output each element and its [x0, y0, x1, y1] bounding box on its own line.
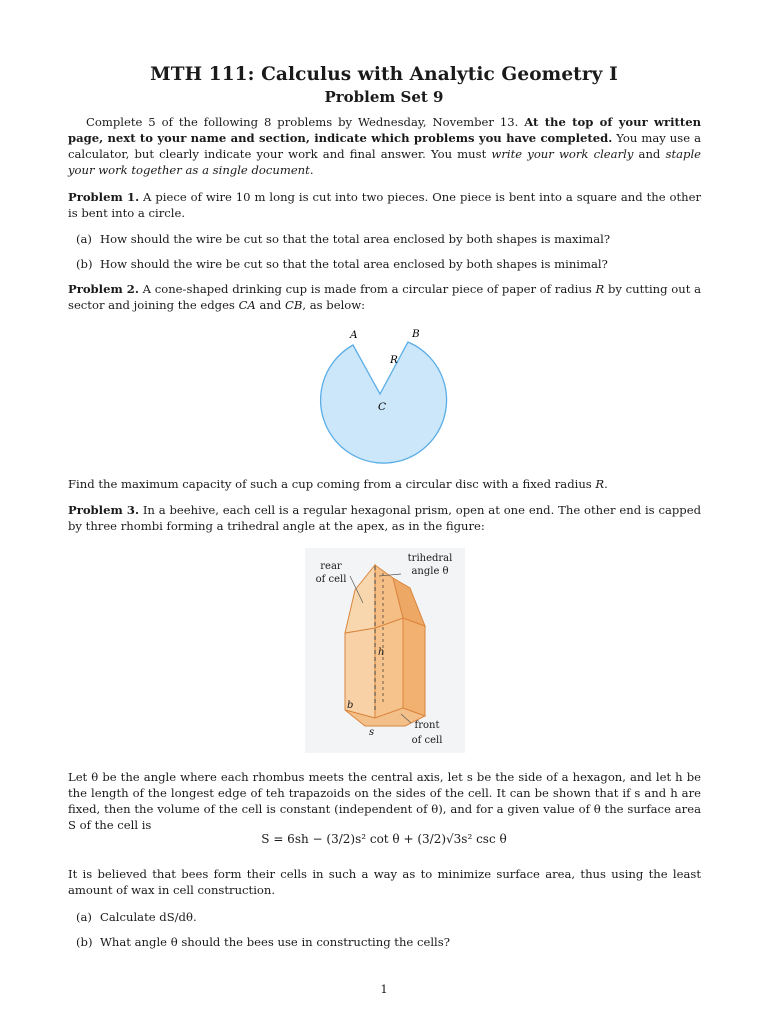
prism-right-face	[403, 618, 425, 716]
problem-1-part-a	[76, 231, 696, 247]
problem-label: Problem 2.	[68, 282, 139, 296]
trihedral-angle-label	[404, 552, 456, 578]
front-of-cell-label	[407, 718, 447, 748]
intro-paragraph	[68, 114, 701, 178]
problem-3-statement	[68, 502, 701, 534]
intro-bold-text: At the top of your written page, next to your name and section, indicate which problems you have completed.	[68, 115, 702, 145]
part-label: (a)	[76, 910, 92, 924]
math-variable: CB	[284, 298, 303, 312]
label-line: of cell	[315, 574, 347, 585]
problem-text: A piece of wire 10 m long is cut into two pieces. One piece is bent into a square and the other is bent into a circle.	[68, 190, 701, 220]
part-label: (b)	[76, 257, 93, 271]
intro-text: You may use a calculator, but clearly indicate your work and final answer. You must	[68, 131, 701, 161]
part-text: How should the wire be cut so that the total area enclosed by both shapes is minimal?	[100, 257, 608, 271]
cone-cup-figure	[310, 322, 470, 472]
label-line: angle θ	[411, 566, 449, 577]
problem-2-question	[68, 476, 701, 492]
surface-area-equation	[0, 832, 768, 846]
figure-label-s: s	[369, 727, 375, 738]
intro-text: .	[309, 163, 314, 177]
page-subtitle: Problem Set 9	[324, 88, 444, 106]
problem-3-part-b	[76, 934, 696, 950]
part-text: What angle θ should the bees use in constructing the cells?	[100, 935, 450, 949]
intro-italic-text: staple your work together as a single document	[68, 147, 702, 177]
rear-of-cell-label	[307, 560, 355, 586]
problem-text: by cutting out a sector and joining the edges	[68, 282, 702, 312]
label-line: of cell	[411, 735, 443, 746]
intro-text: Complete 5 of the following 8 problems by Wednesday, November 13.	[86, 115, 525, 129]
math-variable: R	[595, 477, 605, 491]
label-line: rear	[320, 561, 342, 572]
part-label: (b)	[76, 935, 93, 949]
figure-label-B: B	[412, 328, 420, 340]
problem-text: Find the maximum capacity of such a cup coming from a circular disc with a fixed radius	[68, 477, 596, 491]
figure-label-C: C	[378, 401, 387, 413]
label-line: front	[414, 720, 440, 731]
label-line: trihedral	[407, 553, 453, 564]
intro-italic-text: write your work clearly	[491, 147, 634, 161]
problem-text: A cone-shaped drinking cup is made from a circular piece of paper of radius	[138, 282, 596, 296]
problem-text: , as below:	[302, 298, 366, 312]
problem-label: Problem 1.	[68, 190, 140, 204]
page-title: MTH 111: Calculus with Analytic Geometry I	[150, 64, 618, 85]
intro-text: and	[633, 147, 666, 161]
problem-1-part-b	[76, 256, 696, 272]
math-variable: CA	[238, 298, 256, 312]
part-text: How should the wire be cut so that the total area enclosed by both shapes is maximal?	[100, 232, 611, 246]
problem-text: and	[255, 298, 285, 312]
problem-3-part-a	[76, 909, 696, 925]
figure-label-A: A	[350, 329, 358, 341]
figure-label-b: b	[347, 700, 354, 711]
figure-label-R: R	[390, 354, 398, 366]
prism-front-face	[375, 618, 403, 718]
figure-label-h: h	[378, 647, 385, 658]
part-label: (a)	[76, 232, 92, 246]
page-number: 1	[380, 982, 388, 996]
problem-2-statement	[68, 281, 701, 313]
math-variable: R	[595, 282, 605, 296]
problem-3-description: Let θ be the angle where each rhombus meets the central axis, let s be the side of a hexagon, and let h be the length of the longest edge of teh trapazoids on the sides of the cell. It can be shown that if s and h are fixed, then the volume of the cell is constant (independent of θ), and for a given value of θ the surface area S of the cell is	[68, 770, 701, 832]
problem-3-context: It is believed that bees form their cells in such a way as to minimize surface area, thus using the least amount of wax in cell construction.	[68, 867, 701, 897]
problem-label: Problem 3.	[68, 503, 140, 517]
part-text: Calculate dS/dθ.	[100, 910, 197, 924]
problem-text: .	[604, 477, 608, 491]
equation-text: S = 6sh − (3/2)s² cot θ + (3/2)√3s² csc θ	[261, 832, 507, 846]
problem-text: In a beehive, each cell is a regular hexagonal prism, open at one end. The other end is capped by three rhombi forming a trihedral angle at the apex, as in the figure:	[68, 503, 701, 533]
problem-1-statement	[68, 189, 701, 221]
